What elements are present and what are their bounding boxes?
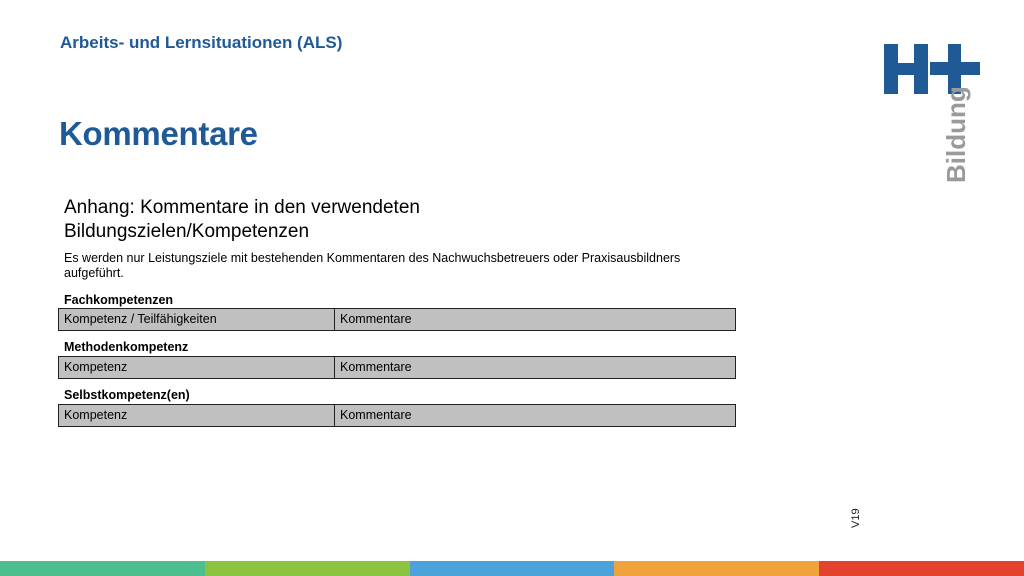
color-stripe-segment xyxy=(410,561,615,576)
intro-text: Es werden nur Leistungsziele mit bestehenden Kommentaren des Nachwuchsbetreuers oder Praxisausbildners aufgeführt. xyxy=(64,251,681,280)
appendix-heading-line-2: Bildungszielen/Kompetenzen xyxy=(64,221,310,242)
table-header-cell-comments: Kommentare xyxy=(340,360,412,374)
table-header-cell-comments: Kommentare xyxy=(340,312,412,326)
section-label-selbstkompetenz: Selbstkompetenz(en) xyxy=(64,388,190,402)
table-header-cell-competence: Kompetenz xyxy=(59,357,335,378)
color-stripe-segment xyxy=(0,561,205,576)
table-header-cell-competence: Kompetenz / Teilfähigkeiten xyxy=(59,309,335,330)
table-selbstkompetenz xyxy=(58,404,736,427)
table-header-cell-competence: Kompetenz xyxy=(59,405,335,426)
h-plus-bildung-logo xyxy=(880,40,984,191)
appendix-heading-line-1: Anhang: Kommentare in den verwendeten xyxy=(64,197,420,218)
version-label: V19 xyxy=(850,508,862,528)
table-methodenkompetenz xyxy=(58,356,736,379)
section-label-methodenkompetenz: Methodenkompetenz xyxy=(64,340,189,354)
color-stripe-footer xyxy=(0,561,1024,576)
section-label-fachkompetenzen: Fachkompetenzen xyxy=(64,293,174,307)
color-stripe-segment xyxy=(614,561,819,576)
appendix-heading xyxy=(64,196,744,244)
content-area xyxy=(64,196,744,281)
page-title: Kommentare xyxy=(59,115,258,152)
color-stripe-segment xyxy=(819,561,1024,576)
table-header-cell-comments: Kommentare xyxy=(340,408,412,422)
svg-text:Bildung: Bildung xyxy=(941,86,971,183)
color-stripe-segment xyxy=(205,561,410,576)
presentation-subtitle: Arbeits- und Lernsituationen (ALS) xyxy=(60,33,343,52)
table-fachkompetenzen xyxy=(58,308,736,331)
